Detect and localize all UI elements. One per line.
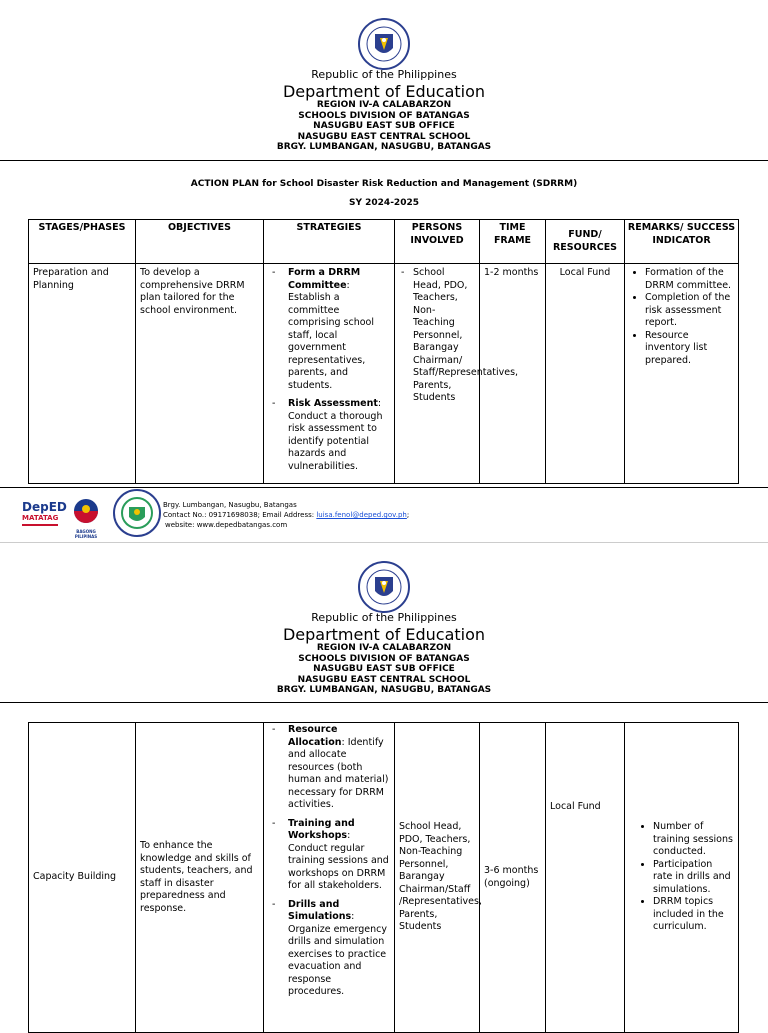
strategy-text: : Identify and allocate resources (both human and material) necessary for DRRM activities. xyxy=(288,736,389,810)
time-cell: 3-6 months (ongoing) xyxy=(480,723,546,1033)
remark-item: • DRRM topics included in the curriculum. xyxy=(653,896,734,934)
stage-cell: Preparation and Planning xyxy=(29,264,136,484)
col-header: PERSONS INVOLVED xyxy=(395,220,480,264)
deped-matatag-logo xyxy=(22,500,67,534)
republic-text: Republic of the Philippines xyxy=(311,611,457,624)
persons-text: - School Head, PDO, Teachers, Non-Teaching Personnel, Barangay Chairman/ Staff/Representatives, Parents, Students xyxy=(399,267,475,405)
table-header-row xyxy=(29,220,739,264)
footer-contact-line xyxy=(163,510,409,520)
division-text: SCHOOLS DIVISION OF BATANGAS xyxy=(298,111,470,121)
bagong-pilipinas-logo xyxy=(66,497,106,539)
col-header: STRATEGIES xyxy=(264,220,395,264)
bagong-text: BAGONG PILIPINAS xyxy=(74,529,98,539)
footer-contact-prefix: Contact No.: 09171698038; Email Address: xyxy=(163,511,317,519)
school-text: NASUGBU EAST CENTRAL SCHOOL xyxy=(297,132,471,142)
strategy-item xyxy=(268,724,390,812)
header-divider xyxy=(0,702,768,703)
bagong-pilipinas-icon xyxy=(71,497,101,525)
footer-address: Brgy. Lumbangan, Nasugbu, Batangas xyxy=(163,501,297,509)
remarks-cell xyxy=(625,264,739,484)
remark-item: • Resource inventory list prepared. xyxy=(645,330,734,368)
footer-contact xyxy=(163,500,409,530)
doc-title: ACTION PLAN for School Disaster Risk Reduction and Management (SDRRM) xyxy=(190,179,578,189)
persons-cell: School Head, PDO, Teachers, Non-Teaching Personnel, Barangay Chairman/Staff /Representatives, Parents, Students xyxy=(395,723,480,1033)
deped-logo-text: DepED xyxy=(22,500,67,514)
strategy-title: Training and Workshops xyxy=(288,817,355,841)
remark-item: • Completion of the risk assessment report. xyxy=(645,292,734,330)
col-header: REMARKS/ SUCCESS INDICATOR xyxy=(625,220,739,264)
stage-cell: Capacity Building xyxy=(29,723,136,1033)
department-title: Department of Education xyxy=(282,625,486,644)
division-text: SCHOOLS DIVISION OF BATANGAS xyxy=(298,654,470,664)
strategy-item xyxy=(268,267,390,392)
table-row xyxy=(29,723,739,1033)
col-header: STAGES/PHASES xyxy=(29,220,136,264)
sub-office-text: NASUGBU EAST SUB OFFICE xyxy=(313,664,455,674)
deped-seal-icon xyxy=(358,561,410,613)
strategy-item xyxy=(268,818,390,893)
action-plan-table xyxy=(28,219,739,484)
remark-item: • Formation of the DRRM committee. xyxy=(645,267,734,292)
col-header: OBJECTIVES xyxy=(136,220,264,264)
strategy-title: Resource Allocation xyxy=(288,724,342,748)
strategies-cell xyxy=(264,264,395,484)
footer-website: website: www.depedbatangas.com xyxy=(165,521,288,529)
sub-office-text: NASUGBU EAST SUB OFFICE xyxy=(313,121,455,131)
footer-divider xyxy=(0,487,768,488)
strategy-title: Risk Assessment xyxy=(288,398,378,409)
strategy-item xyxy=(268,899,390,999)
col-header: TIME FRAME xyxy=(480,220,546,264)
objective-cell: To develop a comprehensive DRRM plan tailored for the school environment. xyxy=(136,264,264,484)
strategy-title: Form a DRRM Committee xyxy=(288,267,361,291)
remark-item: • Participation rate in drills and simulations. xyxy=(653,859,734,897)
strategy-text: : Conduct a thorough risk assessment to identify potential hazards and vulnerabilities. xyxy=(288,398,383,472)
address-text: BRGY. LUMBANGAN, NASUGBU, BATANGAS xyxy=(276,142,492,152)
col-header: FUND/ RESOURCES xyxy=(546,220,625,264)
page-separator xyxy=(0,542,768,543)
action-plan-table-continued xyxy=(28,722,739,1033)
strategy-text: : Conduct regular training sessions and workshops on DRRM for all stakeholders. xyxy=(288,830,389,891)
strategy-text: : Establish a committee comprising school staff, local government representatives, parents, and students. xyxy=(288,279,374,391)
department-title: Department of Education xyxy=(282,82,486,101)
fund-cell: Local Fund xyxy=(546,264,625,484)
table-row xyxy=(29,264,739,484)
region-text: REGION IV-A CALABARZON xyxy=(316,643,452,653)
strategy-text: : Organize emergency drills and simulation exercises to practice evacuation and response procedures. xyxy=(288,911,388,997)
page-2 xyxy=(0,542,768,1024)
strategy-item xyxy=(268,398,390,473)
footer-email-link[interactable]: luisa.fenol@deped.gov.ph xyxy=(316,511,407,519)
footer-contact-suffix: ; xyxy=(406,511,410,519)
region-text: REGION IV-A CALABARZON xyxy=(316,100,452,110)
doc-sy: SY 2024-2025 xyxy=(349,198,419,208)
address-text: BRGY. LUMBANGAN, NASUGBU, BATANGAS xyxy=(276,685,492,695)
header-divider xyxy=(0,160,768,161)
strategy-title: Drills and Simulations xyxy=(288,898,352,922)
remarks-cell xyxy=(625,723,739,1033)
objective-cell: To enhance the knowledge and skills of students, teachers, and staff in disaster preparedness and response. xyxy=(136,723,264,1033)
school-seal-icon xyxy=(113,489,161,537)
matatag-text: MATATAG xyxy=(22,514,59,522)
remark-item: • Number of training sessions conducted. xyxy=(653,821,734,859)
deped-seal-icon xyxy=(358,18,410,70)
school-text: NASUGBU EAST CENTRAL SCHOOL xyxy=(297,675,471,685)
strategies-cell xyxy=(264,723,395,1033)
time-cell: 1-2 months xyxy=(480,264,546,484)
republic-text: Republic of the Philippines xyxy=(311,68,457,81)
fund-cell: Local Fund xyxy=(546,723,625,1033)
